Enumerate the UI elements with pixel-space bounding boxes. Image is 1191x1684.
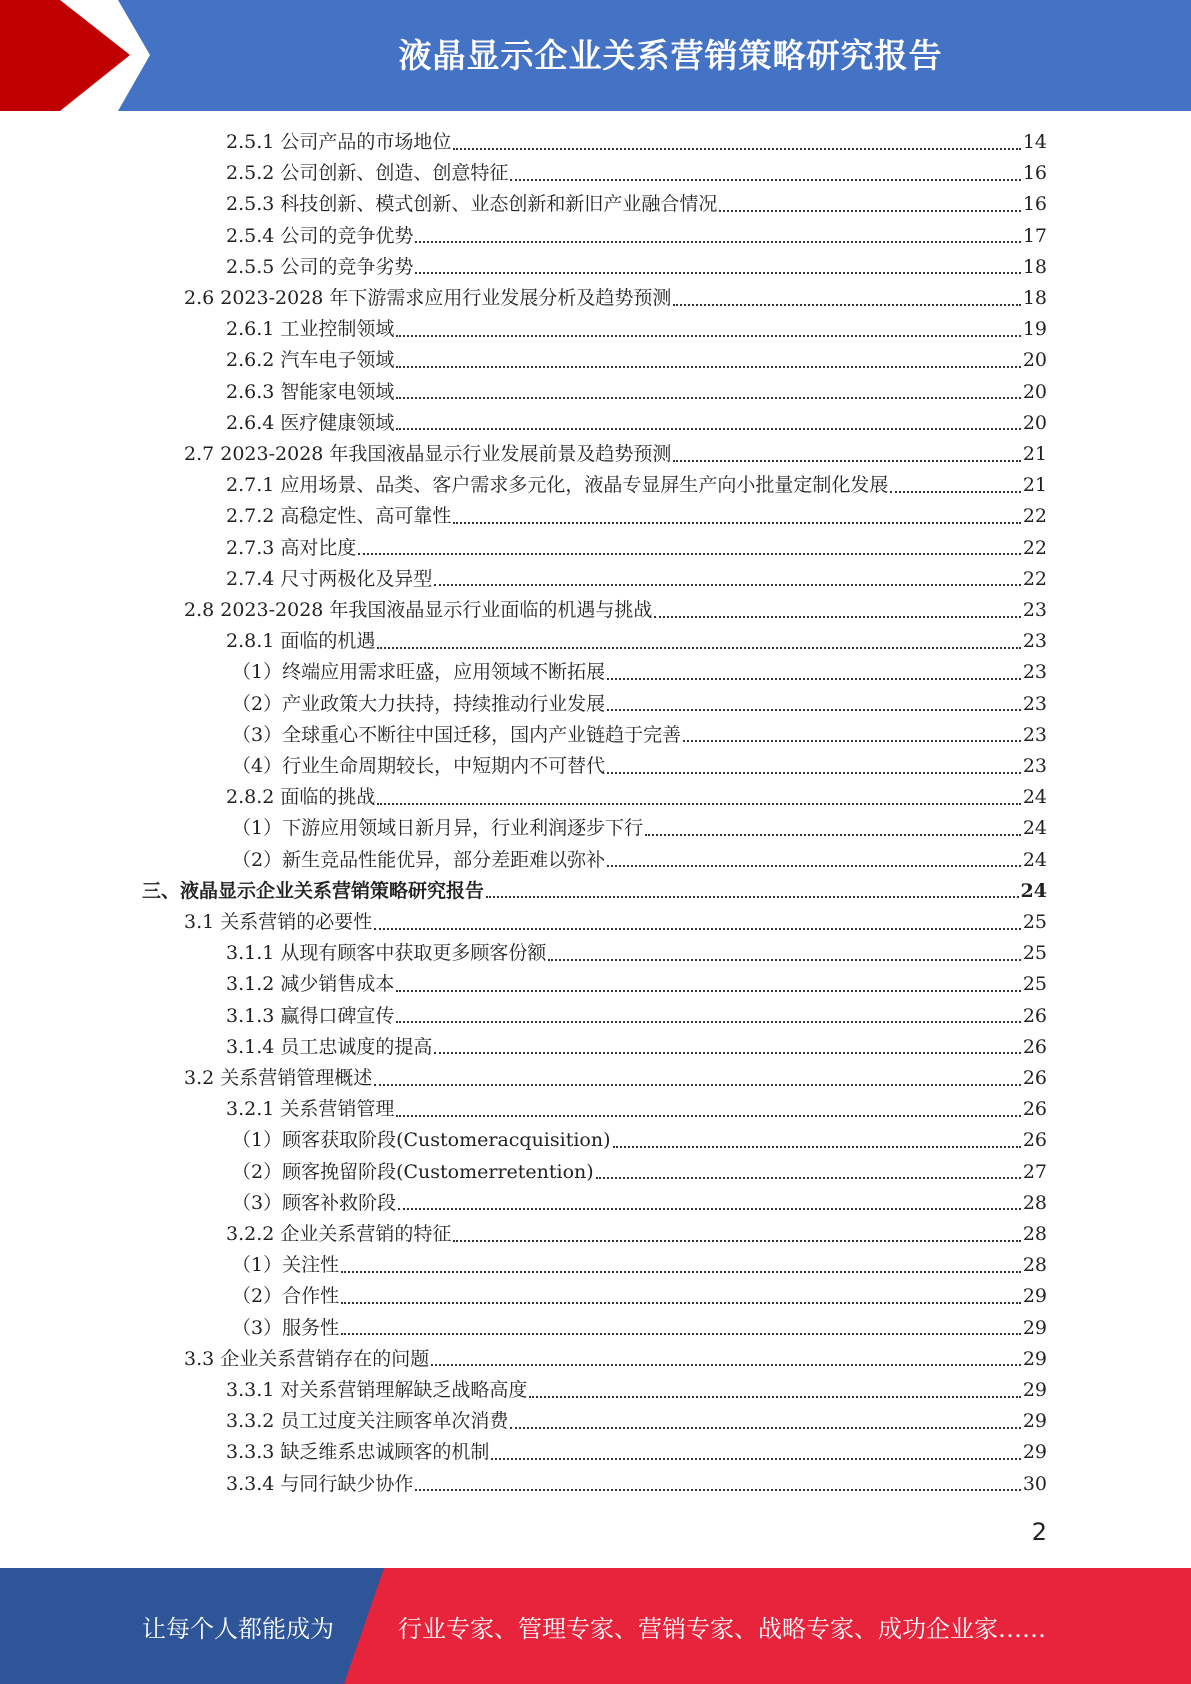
toc-leader-dots (683, 740, 1021, 742)
toc-entry[interactable] (226, 1032, 1047, 1063)
toc-leader-dots (415, 1489, 1020, 1491)
toc-entry-label: 2.7.3 高对比度 (226, 536, 357, 559)
toc-entry-label: 2.5.3 科技创新、模式创新、业态创新和新旧产业融合情况 (226, 193, 718, 216)
toc-entry[interactable] (232, 657, 1047, 688)
toc-entry-page: 26 (1022, 1004, 1047, 1027)
toc-entry-page: 28 (1022, 1254, 1047, 1277)
toc-entry-label: 3.1.3 赢得口碑宣传 (226, 1004, 395, 1027)
toc-leader-dots (396, 1021, 1020, 1023)
toc-leader-dots (415, 241, 1020, 243)
footer-slogan-left: 让每个人都能成为 (142, 1614, 334, 1643)
toc-entry-label: 2.5.2 公司创新、创造、创意特征 (226, 162, 509, 185)
toc-leader-dots (396, 335, 1020, 337)
toc-entry[interactable] (232, 813, 1047, 844)
toc-entry-page: 20 (1022, 411, 1047, 434)
toc-leader-dots (396, 1115, 1020, 1117)
toc-leader-dots (431, 1364, 1021, 1366)
toc-entry-page: 23 (1022, 723, 1047, 746)
toc-entry-label: 2.6.2 汽车电子领域 (226, 349, 395, 372)
toc-entry-page: 24 (1022, 817, 1047, 840)
toc-entry-label: 3.3.4 与同行缺少协作 (226, 1472, 414, 1495)
toc-entry-label: （3）顾客补救阶段 (232, 1191, 397, 1214)
toc-entry-page: 28 (1022, 1191, 1047, 1214)
toc-entry[interactable] (226, 408, 1047, 439)
toc-entry-label: 2.5.5 公司的竞争劣势 (226, 255, 414, 278)
toc-entry[interactable] (232, 1125, 1047, 1156)
toc-leader-dots (645, 834, 1021, 836)
toc-entry[interactable] (226, 501, 1047, 532)
toc-entry[interactable] (184, 283, 1047, 314)
toc-leader-dots (486, 896, 1019, 898)
toc-leader-dots (396, 990, 1020, 992)
toc-leader-dots (548, 959, 1020, 961)
toc-leader-dots (341, 1271, 1021, 1273)
toc-entry[interactable] (226, 564, 1047, 595)
toc-leader-dots (607, 772, 1021, 774)
toc-entry-label: 3.2.2 企业关系营销的特征 (226, 1223, 452, 1245)
toc-leader-dots (529, 1396, 1020, 1398)
toc-entry-label: 2.5.1 公司产品的市场地位 (226, 131, 452, 153)
toc-leader-dots (434, 1052, 1020, 1054)
toc-entry[interactable] (226, 1406, 1047, 1437)
toc-leader-dots (396, 428, 1020, 430)
toc-entry-page: 26 (1022, 1129, 1047, 1152)
toc-entry-page: 14 (1022, 131, 1047, 153)
toc-entry-page: 28 (1022, 1223, 1047, 1245)
toc-entry-page: 29 (1022, 1285, 1047, 1308)
toc-entry-label: （1）关注性 (232, 1254, 340, 1277)
toc-entry-page: 29 (1022, 1410, 1047, 1433)
toc-entry-label: 2.7.1 应用场景、品类、客户需求多元化，液晶专显屏生产向小批量定制化发展 (226, 474, 889, 497)
toc-entry-label: （2）顾客挽留阶段(Customerretention) (232, 1160, 594, 1183)
toc-entry-label: （2）合作性 (232, 1285, 340, 1308)
toc-entry-page: 22 (1022, 567, 1047, 590)
toc-entry-page: 19 (1022, 318, 1047, 341)
toc-entry-label: （1）终端应用需求旺盛，应用领域不断拓展 (232, 661, 606, 684)
toc-leader-dots (510, 1427, 1020, 1429)
toc-leader-dots (398, 1208, 1021, 1210)
toc-entry[interactable] (226, 1219, 1047, 1250)
toc-leader-dots (341, 1302, 1021, 1304)
toc-entry-page: 25 (1022, 973, 1047, 996)
toc-leader-dots (453, 522, 1020, 524)
page-number: 2 (1031, 1518, 1047, 1546)
toc-entry[interactable] (184, 439, 1047, 470)
toc-entry-page: 23 (1022, 692, 1047, 715)
toc-entry-label: 3.3.3 缺乏维系忠诚顾客的机制 (226, 1441, 490, 1464)
toc-entry[interactable] (226, 314, 1047, 345)
toc-entry-label: 2.6 2023-2028 年下游需求应用行业发展分析及趋势预测 (184, 287, 672, 309)
toc-entry-page: 21 (1022, 474, 1047, 497)
toc-entry[interactable] (232, 1250, 1047, 1281)
toc-leader-dots (596, 1177, 1021, 1179)
toc-entry-page: 20 (1022, 349, 1047, 372)
toc-entry-page: 21 (1022, 443, 1047, 465)
footer-slogan-right: 行业专家、管理专家、营销专家、战略专家、成功企业家…… (398, 1614, 1046, 1643)
toc-leader-dots (654, 616, 1020, 618)
toc-entry-page: 29 (1022, 1441, 1047, 1464)
toc-entry-page: 16 (1022, 193, 1047, 216)
toc-entry[interactable] (226, 1094, 1047, 1125)
toc-entry[interactable] (184, 595, 1047, 626)
page-header (0, 0, 1191, 111)
toc-entry-page: 24 (1022, 848, 1047, 871)
toc-leader-dots (415, 272, 1020, 274)
toc-entry-page: 22 (1022, 505, 1047, 528)
toc-entry-page: 26 (1022, 1098, 1047, 1121)
toc-entry-label: （3）服务性 (232, 1316, 340, 1339)
toc-entry-page: 23 (1022, 599, 1047, 621)
toc-leader-dots (453, 148, 1020, 150)
toc-entry-page: 25 (1022, 942, 1047, 965)
toc-leader-dots (673, 304, 1020, 306)
toc-entry[interactable] (226, 377, 1047, 408)
toc-entry[interactable] (226, 470, 1047, 501)
toc-entry[interactable] (226, 1469, 1047, 1500)
toc-entry-label: 2.7.2 高稳定性、高可靠性 (226, 505, 452, 528)
toc-leader-dots (396, 366, 1020, 368)
toc-entry-label: （2）产业政策大力扶持，持续推动行业发展 (232, 692, 606, 715)
toc-leader-dots (673, 460, 1020, 462)
toc-entry[interactable] (226, 1437, 1047, 1468)
toc-entry-page: 24 (1020, 879, 1047, 902)
toc-entry-page: 22 (1022, 536, 1047, 559)
toc-entry[interactable] (232, 845, 1047, 876)
toc-entry-page: 18 (1022, 255, 1047, 278)
toc-leader-dots (374, 928, 1021, 930)
toc-entry[interactable] (226, 782, 1047, 813)
toc-entry-label: 2.6.1 工业控制领域 (226, 318, 395, 341)
toc-entry-label: 三、液晶显示企业关系营销策略研究报告 (142, 879, 485, 902)
toc-entry-page: 20 (1022, 380, 1047, 403)
toc-leader-dots (510, 179, 1020, 181)
toc-entry-page: 25 (1022, 911, 1047, 933)
toc-entry-label: 3.3.2 员工过度关注顾客单次消费 (226, 1410, 509, 1433)
toc-entry-page: 16 (1022, 162, 1047, 185)
toc-entry-label: 2.7 2023-2028 年我国液晶显示行业发展前景及趋势预测 (184, 443, 672, 465)
toc-entry-label: 2.7.4 尺寸两极化及异型 (226, 567, 433, 590)
toc-entry-label: 3.1.2 减少销售成本 (226, 973, 395, 996)
toc-entry-page: 30 (1022, 1472, 1047, 1495)
toc-entry-label: 2.6.3 智能家电领域 (226, 380, 395, 403)
toc-entry[interactable] (226, 938, 1047, 969)
toc-entry[interactable] (226, 221, 1047, 252)
toc-leader-dots (358, 553, 1020, 555)
toc-entry[interactable] (226, 626, 1047, 657)
toc-entry[interactable] (232, 689, 1047, 720)
toc-entry-page: 27 (1022, 1160, 1047, 1183)
toc-leader-dots (453, 1240, 1020, 1242)
toc-entry[interactable] (232, 720, 1047, 751)
toc-entry[interactable] (232, 1281, 1047, 1312)
toc-entry-page: 23 (1022, 630, 1047, 653)
toc-entry-label: 3.3.1 对关系营销理解缺乏战略高度 (226, 1379, 528, 1401)
toc-entry-page: 23 (1022, 661, 1047, 684)
page-footer (0, 1568, 1191, 1684)
toc-entry-label: 2.5.4 公司的竞争优势 (226, 224, 414, 247)
toc-leader-dots (434, 584, 1020, 586)
toc-entry-label: （3）全球重心不断往中国迁移，国内产业链趋于完善 (232, 723, 682, 746)
toc-entry-label: 3.2 关系营销管理概述 (184, 1067, 373, 1089)
toc-entry-page: 23 (1022, 755, 1047, 777)
toc-entry[interactable] (232, 751, 1047, 782)
toc-entry-page: 29 (1022, 1379, 1047, 1401)
toc-leader-dots (377, 647, 1020, 649)
toc-leader-dots (607, 709, 1021, 711)
toc-entry[interactable] (184, 907, 1047, 938)
toc-entry-label: （4）行业生命周期较长，中短期内不可替代 (232, 755, 606, 777)
toc-entry-page: 29 (1022, 1316, 1047, 1339)
toc-entry-page: 18 (1022, 287, 1047, 309)
toc-entry-label: 2.8.1 面临的机遇 (226, 630, 376, 653)
toc-entry-label: （1）顾客获取阶段(Customeracquisition) (232, 1129, 611, 1152)
toc-entry[interactable] (226, 189, 1047, 220)
toc-entry[interactable] (226, 345, 1047, 376)
toc-entry-label: 2.8 2023-2028 年我国液晶显示行业面临的机遇与挑战 (184, 599, 653, 621)
toc-entry[interactable] (226, 1375, 1047, 1406)
toc-entry-label: 3.1.1 从现有顾客中获取更多顾客份额 (226, 942, 547, 965)
toc-entry-label: 2.8.2 面临的挑战 (226, 786, 376, 809)
toc-entry-label: 3.1 关系营销的必要性 (184, 911, 373, 933)
toc-entry[interactable] (184, 1063, 1047, 1094)
toc-entry-page: 26 (1022, 1035, 1047, 1058)
toc-entry-page: 24 (1022, 786, 1047, 809)
toc-entry[interactable] (226, 127, 1047, 158)
toc-leader-dots (377, 803, 1020, 805)
toc-entry-page: 26 (1022, 1067, 1047, 1089)
toc-leader-dots (491, 1458, 1020, 1460)
toc-leader-dots (607, 678, 1021, 680)
toc-entry[interactable] (184, 1344, 1047, 1375)
toc-entry[interactable] (232, 1313, 1047, 1344)
toc-leader-dots (341, 1333, 1021, 1335)
document-title: 液晶显示企业关系营销策略研究报告 (398, 35, 943, 75)
toc-leader-dots (613, 1146, 1021, 1148)
toc-entry-label: 3.1.4 员工忠诚度的提高 (226, 1035, 433, 1058)
toc-entry-page: 29 (1022, 1347, 1047, 1370)
toc-entry[interactable] (226, 1001, 1047, 1032)
toc-entry-label: 3.3 企业关系营销存在的问题 (184, 1347, 430, 1370)
toc-leader-dots (396, 397, 1020, 399)
toc-entry[interactable] (226, 158, 1047, 189)
toc-entry[interactable] (226, 969, 1047, 1000)
toc-leader-dots (374, 1084, 1021, 1086)
toc-entry-label: 3.2.1 关系营销管理 (226, 1098, 395, 1121)
toc-entry-page: 17 (1022, 224, 1047, 247)
toc-leader-dots (719, 210, 1020, 212)
toc-entry-label: 2.6.4 医疗健康领域 (226, 411, 395, 434)
toc-entry-label: （1）下游应用领域日新月异，行业利润逐步下行 (232, 817, 644, 840)
toc-entry[interactable] (232, 1157, 1047, 1188)
toc-entry[interactable] (226, 533, 1047, 564)
toc-leader-dots (890, 491, 1020, 493)
toc-leader-dots (607, 865, 1021, 867)
toc-entry[interactable] (142, 876, 1047, 907)
toc-entry[interactable] (226, 252, 1047, 283)
toc-entry[interactable] (232, 1188, 1047, 1219)
toc-entry-label: （2）新生竞品性能优异，部分差距难以弥补 (232, 848, 606, 871)
